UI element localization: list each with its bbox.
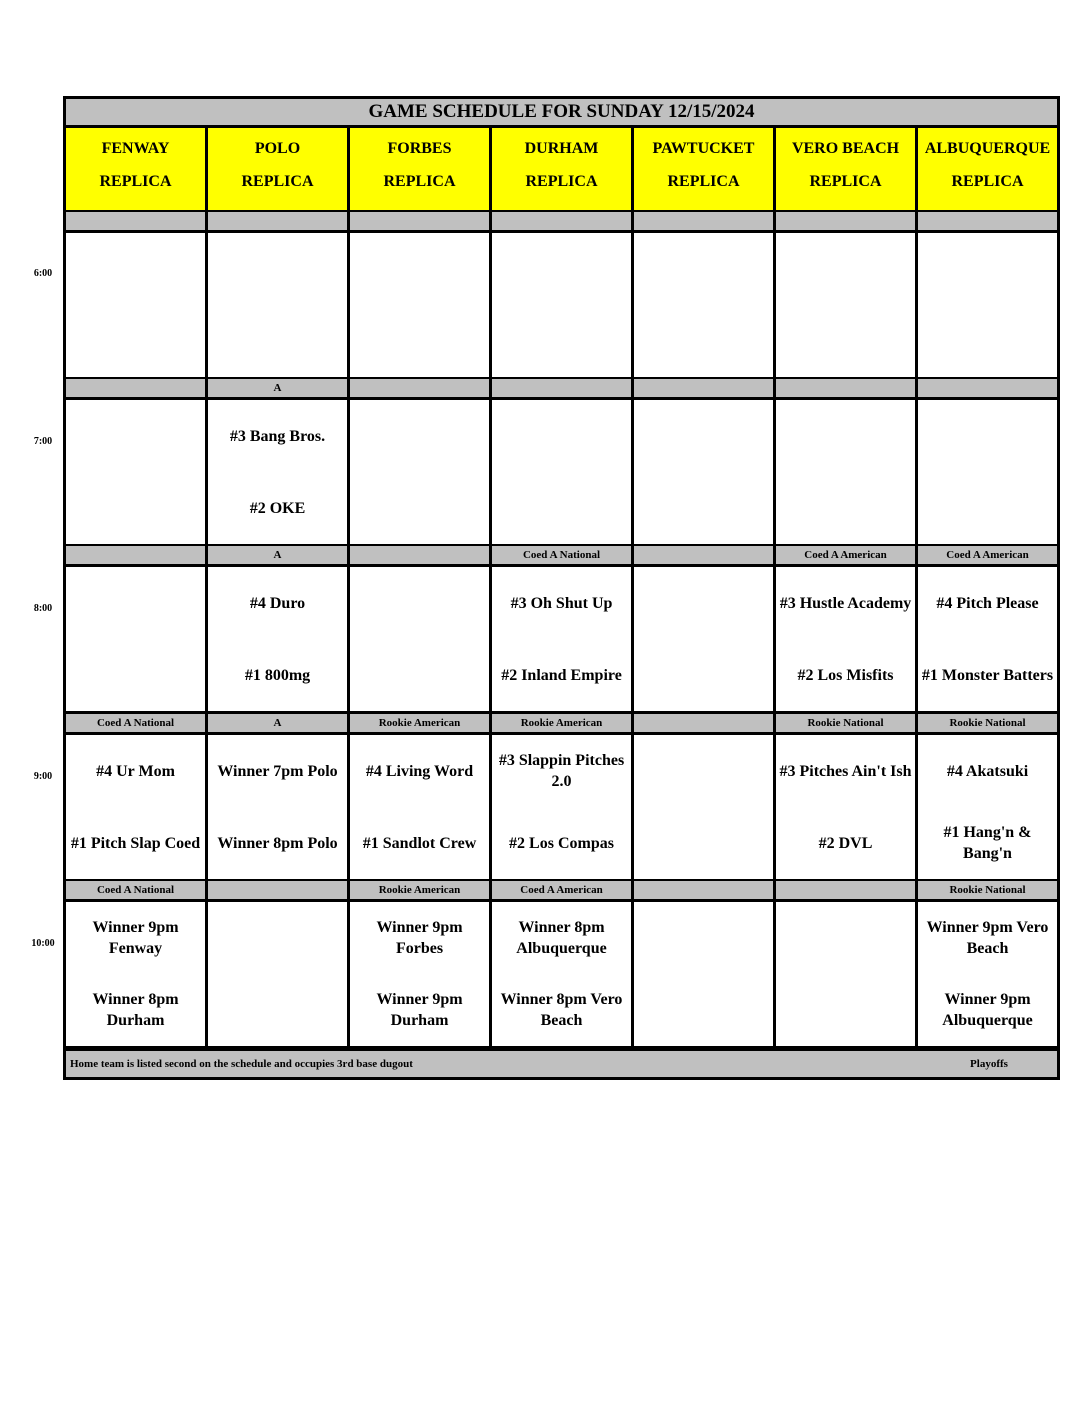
field-type: REPLICA	[525, 173, 598, 190]
division-label: Coed A American	[492, 881, 631, 899]
away-team	[492, 245, 631, 293]
away-team	[634, 747, 773, 795]
game-cell	[208, 233, 347, 377]
division-label: A	[208, 546, 347, 564]
time-label: 6:00	[33, 268, 53, 279]
home-team	[634, 819, 773, 867]
playoffs-label: Playoffs	[970, 1058, 1008, 1070]
field-type: REPLICA	[99, 173, 172, 190]
home-team	[634, 317, 773, 365]
field-header	[208, 128, 347, 210]
division-label	[350, 546, 489, 564]
division-label	[634, 379, 773, 397]
away-team	[634, 579, 773, 627]
division-label: Rookie American	[350, 714, 489, 732]
game-cell	[208, 400, 347, 544]
page-title: GAME SCHEDULE FOR SUNDAY 12/15/2024	[66, 99, 1057, 125]
home-team	[66, 651, 205, 699]
home-team	[350, 484, 489, 532]
home-team	[492, 317, 631, 365]
game-cell	[634, 735, 773, 879]
home-team	[350, 317, 489, 365]
away-team: Winner 9pm Vero Beach	[926, 919, 1049, 957]
division-label	[634, 546, 773, 564]
division-label	[492, 212, 631, 230]
away-team: Winner 9pm Fenway	[92, 919, 179, 957]
game-cell	[350, 735, 489, 879]
game-cell	[66, 233, 205, 377]
game-cell	[350, 400, 489, 544]
division-label: A	[208, 379, 347, 397]
home-team: #2 Los Misfits	[797, 666, 894, 684]
game-cell	[492, 902, 631, 1046]
game-cell	[634, 233, 773, 377]
game-cell	[208, 567, 347, 711]
division-label: Rookie National	[918, 714, 1057, 732]
schedule-table	[63, 96, 1060, 1080]
away-team	[918, 412, 1057, 460]
field-header	[350, 128, 489, 210]
game-cell	[66, 735, 205, 879]
game-cell	[776, 400, 915, 544]
away-team: Winner 7pm Polo	[217, 762, 338, 780]
division-label	[918, 379, 1057, 397]
home-team: #1 Sandlot Crew	[362, 834, 477, 852]
away-team	[350, 245, 489, 293]
division-label	[350, 212, 489, 230]
home-team: #2 Inland Empire	[501, 666, 622, 684]
home-team: #1 Monster Batters	[921, 666, 1054, 684]
home-team	[776, 317, 915, 365]
away-team: #3 Oh Shut Up	[510, 594, 613, 612]
game-cell	[66, 400, 205, 544]
away-team	[208, 914, 347, 962]
time-label: 10:00	[31, 938, 55, 949]
away-team: #4 Duro	[249, 594, 306, 612]
home-team	[350, 651, 489, 699]
field-type: REPLICA	[667, 173, 740, 190]
game-cell	[776, 233, 915, 377]
game-cell	[350, 233, 489, 377]
game-cell	[918, 400, 1057, 544]
away-team: #4 Living Word	[365, 762, 474, 780]
division-label	[350, 379, 489, 397]
game-cell	[918, 567, 1057, 711]
field-name: FORBES	[387, 140, 452, 157]
away-team: #3 Pitches Ain't Ish	[779, 762, 912, 780]
away-team: Winner 9pm Forbes	[376, 919, 463, 957]
division-label: Coed A National	[66, 714, 205, 732]
division-label	[208, 881, 347, 899]
home-team: Winner 8pm Vero Beach	[500, 991, 623, 1029]
time-label: 7:00	[33, 436, 53, 447]
away-team	[66, 245, 205, 293]
division-label	[208, 212, 347, 230]
home-team	[634, 484, 773, 532]
away-team: #4 Ur Mom	[96, 762, 175, 780]
footer-bar	[66, 1051, 1057, 1077]
away-team	[208, 245, 347, 293]
game-cell	[776, 902, 915, 1046]
division-label: Rookie National	[776, 714, 915, 732]
division-label	[776, 212, 915, 230]
time-label: 9:00	[33, 771, 53, 782]
game-cell	[634, 400, 773, 544]
field-name: ALBUQUERQUE	[924, 140, 1051, 157]
field-type: REPLICA	[809, 173, 882, 190]
game-cell	[776, 567, 915, 711]
away-team	[776, 245, 915, 293]
home-team: Winner 8pm Polo	[217, 834, 338, 852]
division-label	[66, 212, 205, 230]
field-type: REPLICA	[383, 173, 456, 190]
game-cell	[918, 233, 1057, 377]
away-team: #3 Slappin Pitches 2.0	[498, 752, 625, 790]
game-cell	[634, 567, 773, 711]
away-team	[634, 245, 773, 293]
field-name: PAWTUCKET	[652, 140, 755, 157]
division-label: Coed A American	[918, 546, 1057, 564]
away-team	[918, 245, 1057, 293]
home-team	[776, 986, 915, 1034]
division-label	[66, 546, 205, 564]
game-cell	[776, 735, 915, 879]
division-label: Coed A American	[776, 546, 915, 564]
division-label	[66, 379, 205, 397]
home-team	[918, 317, 1057, 365]
away-team	[776, 914, 915, 962]
home-team: Winner 8pm Durham	[92, 991, 179, 1029]
field-name: DURHAM	[524, 140, 599, 157]
away-team	[634, 412, 773, 460]
home-team	[208, 317, 347, 365]
field-name: VERO BEACH	[791, 140, 900, 157]
division-label	[918, 212, 1057, 230]
away-team	[350, 412, 489, 460]
away-team	[66, 579, 205, 627]
division-label	[776, 881, 915, 899]
game-cell	[918, 902, 1057, 1046]
division-label: Coed A National	[492, 546, 631, 564]
home-team	[776, 484, 915, 532]
field-name: POLO	[254, 140, 301, 157]
away-team: #4 Pitch Please	[936, 594, 1039, 612]
game-cell	[492, 567, 631, 711]
home-team	[492, 484, 631, 532]
home-team	[634, 651, 773, 699]
field-name: FENWAY	[101, 140, 170, 157]
away-team: #3 Bang Bros.	[229, 427, 326, 445]
field-header	[776, 128, 915, 210]
game-cell	[208, 902, 347, 1046]
game-cell	[208, 735, 347, 879]
home-team: Winner 9pm Durham	[376, 991, 463, 1029]
home-team	[208, 986, 347, 1034]
home-team: #2 DVL	[818, 834, 873, 852]
game-cell	[918, 735, 1057, 879]
home-team	[918, 484, 1057, 532]
away-team	[350, 579, 489, 627]
division-label	[634, 881, 773, 899]
home-team	[634, 986, 773, 1034]
field-type: REPLICA	[951, 173, 1024, 190]
game-cell	[492, 400, 631, 544]
home-team: #2 OKE	[249, 499, 306, 517]
game-cell	[350, 902, 489, 1046]
division-label	[492, 379, 631, 397]
field-header	[492, 128, 631, 210]
game-cell	[492, 735, 631, 879]
field-header	[918, 128, 1057, 210]
game-cell	[66, 902, 205, 1046]
field-header	[634, 128, 773, 210]
game-cell	[350, 567, 489, 711]
division-label: Rookie American	[350, 881, 489, 899]
division-label: Rookie American	[492, 714, 631, 732]
time-label: 8:00	[33, 603, 53, 614]
home-team	[66, 484, 205, 532]
division-label	[634, 212, 773, 230]
away-team	[492, 412, 631, 460]
division-label: Coed A National	[66, 881, 205, 899]
division-label: Rookie National	[918, 881, 1057, 899]
home-team	[66, 317, 205, 365]
away-team: #4 Akatsuki	[946, 762, 1029, 780]
away-team	[634, 914, 773, 962]
home-team: #1 800mg	[244, 666, 311, 684]
field-type: REPLICA	[241, 173, 314, 190]
division-label	[776, 379, 915, 397]
home-team: #1 Hang'n & Bang'n	[943, 824, 1032, 862]
home-team: #1 Pitch Slap Coed	[70, 834, 201, 852]
division-label: A	[208, 714, 347, 732]
field-header	[66, 128, 205, 210]
away-team: #3 Hustle Academy	[779, 594, 912, 612]
game-cell	[66, 567, 205, 711]
game-cell	[634, 902, 773, 1046]
home-team: #2 Los Compas	[509, 834, 614, 852]
division-label	[634, 714, 773, 732]
footer-note: Home team is listed second on the schedule and occupies 3rd base dugout	[70, 1058, 413, 1070]
away-team	[776, 412, 915, 460]
game-cell	[492, 233, 631, 377]
away-team: Winner 8pm Albuquerque	[516, 919, 607, 957]
home-team: Winner 9pm Albuquerque	[942, 991, 1033, 1029]
away-team	[66, 412, 205, 460]
